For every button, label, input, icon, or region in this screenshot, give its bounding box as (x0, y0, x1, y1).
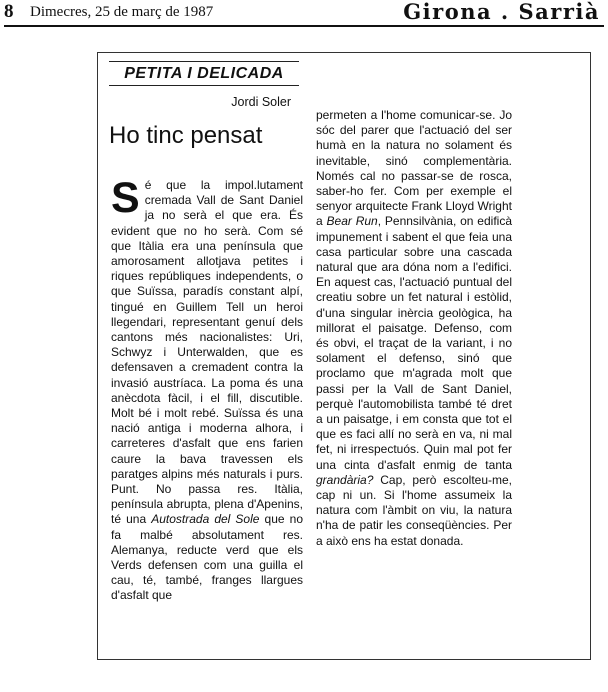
col2-italic-bear-run: Bear Run (326, 214, 378, 229)
masthead-rule (4, 25, 604, 27)
col2-text-1: permeten a l'home comunicar-se. Jo sóc del parer que l'actuació del ser humà en la natura no solament és inevitable, sinó complementària. Només cal no passar-se de rosca, saber-ho fer. Com per exemple el senyor arquitecte Frank Lloyd Wright a (316, 108, 512, 229)
col1-text-1: é que la impol.lutament cremada Vall de Sant Daniel ja no serà el que era. És evident que no ho serà. Com sé que Itàlia era una península que amorosament allotjava petites i riques repúbliques independents, o que Suïssa, paradís constant alpí, tingué en Guillem Tell un heroi llegendari, representant genuí dels cantons més nacionalistes: Uri, Schwyz i Unterwalden, que es defensaven a cremadent contra la invasió austríaca. La poma és una anècdota fàcil, i el fill, discutible. Molt bé i molt rebé. Suïssa és una nació antiga i moderna alhora, i carreteres d'asfalt que ens farien caure la bava travessen els paratges alpins més naturals i purs. Punt. No passa res. Itàlia, península abrupta, plena d'Apenins, té una (111, 178, 303, 527)
article-column-2 (316, 108, 512, 549)
col1-text-2: que no fa malbé absolutament res. Alemanya, reducte verd que els Verds defensen com una guilla el cau, té, també, franges llargues d'asfalt que (111, 512, 303, 603)
section-title: PETITA I DELICADA (109, 61, 299, 86)
headline: Ho tinc pensat (109, 122, 263, 149)
col2-text-2: , Pennsilvània, on edificà impunement i sabent el que feia una casa particular sobre una cascada natural que ara dóna nom a l'edifici. En aquest cas, l'actuació puntual del creatiu sobre un fet natural i estòlid, d'una singular inèrcia geològica, ha millorat el paisatge. Defenso, com és obvi, el traçat de la variant, i no solament el defenso, sinó que proclamo que m'agrada molt que passi per la Vall de Sant Daniel, perquè l'automobilista també té dret a un paisatge, i em consta que tot el que es faci allí no serà en va, ni mal fet, ni irrespectuós. Quin mal pot fer una cinta d'asfalt enmig de tanta (316, 214, 512, 472)
drop-cap: S (111, 174, 140, 222)
byline: Jordi Soler (231, 95, 291, 109)
col2-italic-grandaria: grandària? (316, 472, 374, 487)
col2-text-3: Cap, però escolteu-me, cap ni un. Si l'home assumeix la natura com l'àmbit on viu, la natura n'ha de patir les conseqüències. Per a això ens ha estat donada. (316, 472, 512, 548)
issue-date: Dimecres, 25 de març de 1987 (30, 4, 214, 20)
newspaper-name: Girona . Sarrià (403, 0, 600, 24)
page-number: 8 (4, 1, 14, 22)
col1-italic-autostrada: Autostrada del Sole (151, 512, 260, 527)
article-column-1 (111, 174, 303, 604)
